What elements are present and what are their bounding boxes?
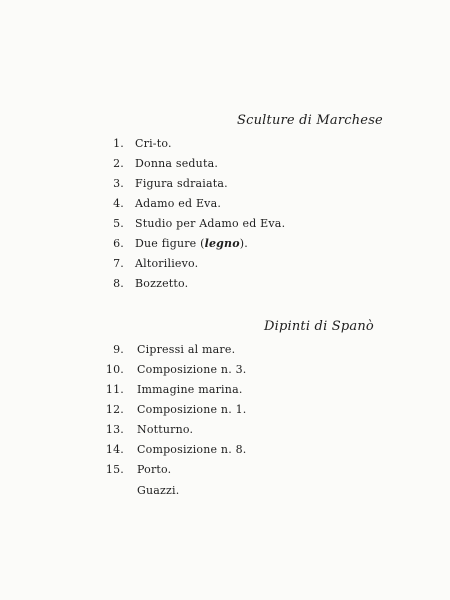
item-number: 2. — [113, 157, 124, 170]
list-item — [0, 257, 450, 271]
list-item — [0, 383, 450, 397]
item-label: Cri-to. — [135, 137, 172, 150]
item-number: 10. — [105, 363, 124, 376]
item-label: Cipressi al mare. — [137, 343, 236, 356]
item-number: 1. — [113, 137, 124, 150]
item-label: Adamo ed Eva. — [135, 197, 222, 210]
item-number: 9. — [113, 343, 124, 356]
list-item — [0, 157, 450, 171]
list-item — [0, 343, 450, 357]
item-number: 3. — [113, 177, 124, 190]
item-label-suffix: ). — [239, 237, 248, 250]
list-item — [0, 443, 450, 457]
list-item — [0, 177, 450, 191]
list-item — [0, 423, 450, 437]
item-label-emphasis: legno — [204, 237, 240, 250]
item-label: Studio per Adamo ed Eva. — [135, 217, 286, 230]
item-label: Composizione n. 3. — [137, 363, 247, 376]
list-item — [0, 363, 450, 377]
item-label: Figura sdraiata. — [135, 177, 228, 190]
section-title-dipinti: Dipinti di Spanò — [264, 319, 374, 334]
list-item — [0, 197, 450, 211]
item-number: 11. — [105, 383, 124, 396]
list-item — [0, 403, 450, 417]
list-item — [0, 463, 450, 477]
item-number: 15. — [105, 463, 124, 476]
item-label: Immagine marina. — [137, 383, 243, 396]
item-label: Porto. — [137, 463, 172, 476]
list-item — [0, 484, 450, 498]
item-label: Bozzetto. — [135, 277, 189, 290]
item-label: Composizione n. 1. — [137, 403, 247, 416]
list-item — [0, 277, 450, 291]
item-label: Notturno. — [137, 423, 194, 436]
item-number: 4. — [113, 197, 124, 210]
item-label: Altorilievo. — [135, 257, 199, 270]
list-item — [0, 237, 450, 251]
item-label: Guazzi. — [137, 484, 180, 497]
list-item — [0, 217, 450, 231]
item-number: 7. — [113, 257, 124, 270]
item-label: Composizione n. 8. — [137, 443, 247, 456]
item-number: 14. — [105, 443, 124, 456]
item-number: 13. — [105, 423, 124, 436]
item-number: 8. — [113, 277, 124, 290]
item-label: Due figure ( — [135, 237, 205, 250]
item-number: 12. — [105, 403, 124, 416]
item-number: 6. — [113, 237, 124, 250]
section-title-sculture: Sculture di Marchese — [237, 113, 383, 128]
item-label-composite — [135, 237, 248, 251]
item-number: 5. — [113, 217, 124, 230]
list-item — [0, 137, 450, 151]
item-label: Donna seduta. — [135, 157, 219, 170]
